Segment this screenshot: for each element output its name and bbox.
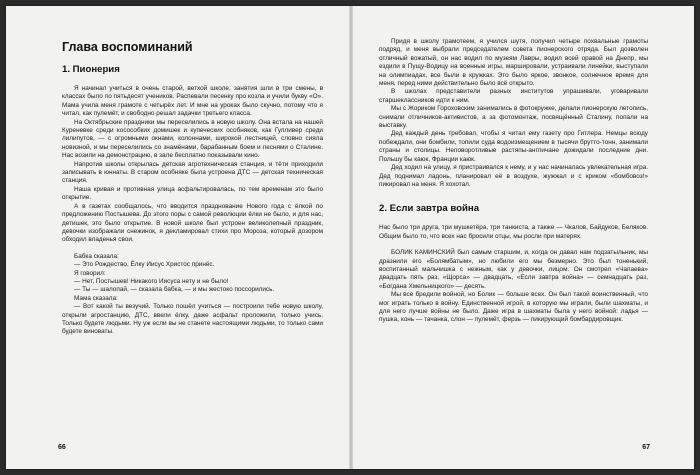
dialogue-line: — Это Рождество. Ёлку Иисус Христос принёс.	[74, 261, 215, 269]
section-title-1: 1. Пионерия	[62, 64, 120, 75]
left-page	[6, 6, 349, 469]
paragraph: Я начинал учиться в очень старой, ветхой школе, занятия шли в три смены, в классах было по пятьдесят учеников. Распевали песенку про козла и учили букву «О». Мама учила меня грамоте с четырёх лет. И мне на уроках было скучно, потому что я читал, как пулемёт, и свободно решал задачки третьего класса.	[62, 85, 323, 118]
dialogue-line: Бабка сказала:	[74, 252, 119, 260]
paragraph: Мы все бредили войной, но Болик — больше всех. Он был такой воинственный, что мог играть только в войну. Единственной игрой, в которую мы играли, были шахматы, и для него лучше войны не было. Даже игра в шахматы была у него войной: ладья — пушка, конь — тачанка, слон — пулемёт, ферзь — пикирующий бомбардировщик.	[379, 291, 648, 324]
chapter-title: Глава воспоминаний	[62, 40, 193, 54]
page-number-left: 66	[58, 444, 66, 451]
paragraph: Напротив школы открылась детская агротехническая станция, и тёти приходили записывать в юннаты. В старом особняке была устроена ДТС — детская техническая станция.	[62, 160, 323, 185]
book-spread	[6, 6, 694, 469]
dialogue-line: — Нет, Постышев! Никакого Иисуса нету и не было!	[74, 277, 229, 285]
paragraph: Нас было три друга, три мушкетёра, три танкиста, а также — Чкалов, Байдуков, Беляков. Общим было то, что всех нас бросили отцы, мы росли при матерях.	[379, 224, 648, 240]
right-page	[353, 6, 694, 469]
paragraph: Мы с Жориком Гороховским занимались в фотокружке, делали пионерскую летопись, снимали отличников-активистов, а за фотомонтаж, посвящённый Сталину, попали на выставку.	[379, 105, 648, 130]
dialogue-line: — Ты — шалопай, — сказала бабка, — и мы жестоко поссорились.	[74, 286, 275, 294]
dialogue-line: Мама сказала:	[74, 294, 118, 302]
paragraph: В школах представители разных институтов упрашивали, уговаривали старшеклассников идти к ним.	[379, 88, 648, 104]
paragraph: Дед ходил на улицу, я пристраивался к нему, и у нас начиналась увлекательная игра. Дед поднимал ладонь, планировал её в воздухе, жужжал и с криком «бомбовоз!» пикировал на меня. Я хохотал.	[379, 164, 648, 188]
paragraph: Наша кривая и противная улица асфальтировалась, по тем временам это было открытие.	[62, 185, 323, 202]
page-number-right: 67	[642, 444, 650, 451]
paragraph: На Октябрьские праздники мы переселились в новую школу. Она встала на нашей Куреневке среди косособких домишек и купеческих особняков, как Гулливер среди лилипутов, — с огромными окнами, колоннами, широкой лестницей, словно сияла новизной, и мы переселились со знамёнами, барабанным боем и песнями о Сталине. Нас возили на демонстрацию, в зале бесплатно показывали кино.	[62, 118, 323, 160]
paragraph: БОЛИК КАМИНСКИЙ был самым старшим, и, когда он давал нам подзатыльник, мы дразнили его «Болямбатым», но любили его мы безмерно. Это был тоненький, воспитанный мальчишка с нежным, как у девочки, лицом. Он смотрел «Чапаева» двадцать пять раз, «Щорса» — двадцать, «Если завтра война» — семнадцать раз, «Богдана Хмельницкого» — десять.	[379, 249, 648, 290]
dialogue-line: Я говорил:	[74, 269, 106, 277]
paragraph: А в газетах сообщалось, что вводится празднование Нового года с ёлкой по предложению Постышева. До этого поры с самой революции ёлки не было, и для нас, детишек, это было открытие. В новой школе был устроен великолепный праздник, девочки изображали снежинок, я декламировал стихи про Мороза, который дозором обходил владенья свои.	[62, 202, 323, 244]
paragraph: Придя в школу грамотеем, я учился шутя, получил четыре похвальные грамоты подряд, и меня выбрали председателем совета пионерского отряда. Был дозволен отличный вожатый, он нас водил по музеям Лавры, водил всей оравой на Днепр, мы ездили в Пущу-Водицу на военные игры, маршировали, устраивали линейки, выступали на олимпиадах, все были в кружках. Это было яркое, звонкое, солнечное время для меня, перед ними действительно было всё открыто.	[379, 38, 648, 88]
dialogue-line: — Вот какой ты везучий. Только пошёл учиться — построили тебе новую школу, открыли агростанцию, ДТС, ввели ёлку, даже асфальт проложили, только учись. Только будете людьми. Ну уж если вы не станете настоящими людьми, то только сами будете виноваты.	[62, 303, 323, 336]
paragraph: Дед каждый день требовал, чтобы я читал ему газету про Гитлера. Немцы всюду побеждали, они бомбили, топили суда водоизмещением в тысячи брутто-тонн, занимали страны и столицы. Неповоротливые растяпы-англичане дожидали последние дни. Польшу бы каюк, Франции каюк.	[379, 130, 648, 163]
section-title-2: 2. Если завтра война	[379, 203, 480, 215]
